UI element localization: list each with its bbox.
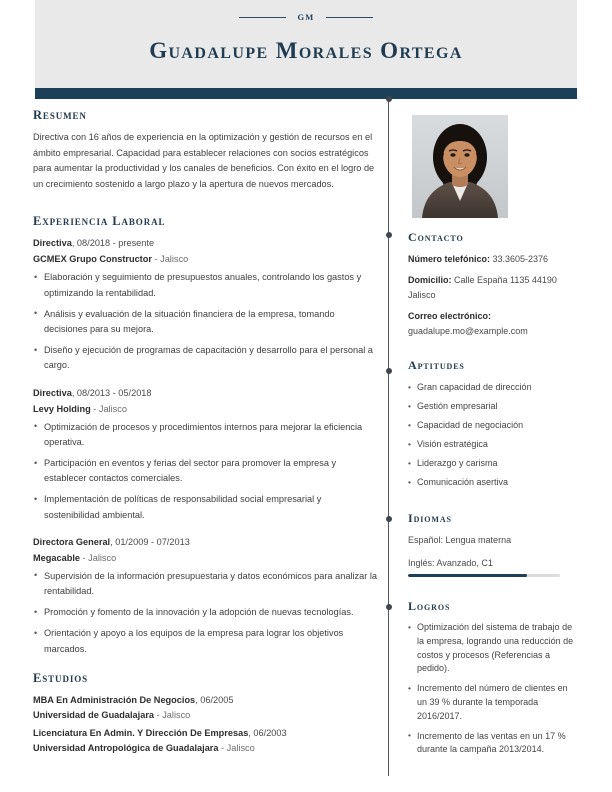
monogram-row bbox=[35, 12, 577, 22]
job-dates: , 01/2009 - 07/2013 bbox=[110, 536, 190, 547]
education-school-line bbox=[33, 741, 378, 757]
list-item: • Comunicación asertiva bbox=[408, 475, 576, 491]
education-entry bbox=[33, 693, 378, 724]
list-item: • Incremento del número de clientes en un 39 % durante la temporada 2016/2017. bbox=[408, 682, 576, 723]
contact-address-value: Calle España 1135 44190 Jalisco bbox=[408, 275, 557, 300]
job-company-line bbox=[33, 551, 378, 565]
job-company-line bbox=[33, 402, 378, 416]
language-item: Inglés: Avanzado, C1 bbox=[408, 558, 493, 569]
divider-dot bbox=[386, 604, 392, 610]
monogram-rule-right bbox=[326, 17, 373, 18]
skills-list bbox=[408, 380, 576, 491]
education-location: - Jalisco bbox=[218, 743, 255, 754]
job-role: Directora General bbox=[33, 536, 111, 547]
education-degree: Licenciatura En Admin. Y Dirección De Empresas bbox=[33, 727, 249, 738]
list-item: • Optimización de procesos y procedimientos internos para mejorar la eficiencia operativa. bbox=[33, 420, 378, 450]
list-item: • Análisis y evaluación de la situación financiera de la empresa, tomando decisiones para su mejora. bbox=[33, 307, 378, 337]
contact-email-label: Correo electrónico: bbox=[408, 311, 492, 322]
section-heading-estudios: Estudios bbox=[33, 670, 89, 685]
language-level-bar bbox=[408, 574, 560, 578]
list-item: • Promoción y fomento de la innovación y la adopción de nuevas tecnologías. bbox=[33, 605, 378, 620]
languages-section bbox=[408, 511, 576, 578]
list-item: • Incremento de las ventas en un 17 % durante la campaña 2013/2014. bbox=[408, 730, 576, 758]
job-bullets bbox=[33, 569, 378, 657]
language-level-fill bbox=[408, 574, 527, 578]
list-item: • Optimización del sistema de trabajo de la empresa, logrando una reducción de costos y procesos (Referencias a pedido). bbox=[408, 621, 576, 676]
contact-phone bbox=[408, 252, 576, 266]
monogram-rule-left bbox=[239, 17, 286, 18]
list-item: • Implementación de políticas de responsabilidad social empresarial y sostenibilidad ambiental. bbox=[33, 492, 378, 522]
education-school: Universidad de Guadalajara bbox=[33, 710, 155, 721]
contact-phone-value: 33.3605-2376 bbox=[490, 254, 549, 264]
list-item: • Gestión empresarial bbox=[408, 399, 576, 415]
monogram-initials: GM bbox=[297, 12, 315, 22]
header-accent-bar bbox=[35, 88, 577, 99]
experience-entry bbox=[33, 386, 378, 523]
divider-dot bbox=[386, 368, 392, 374]
list-item: • Orientación y apoyo a los equipos de la empresa para lograr los objetivos marcados. bbox=[33, 626, 378, 656]
education-date: , 06/2005 bbox=[195, 694, 234, 705]
job-dates: , 08/2013 - 05/2018 bbox=[71, 387, 152, 398]
job-title-line bbox=[33, 386, 378, 400]
job-bullets bbox=[33, 270, 378, 373]
divider-dot bbox=[386, 96, 392, 102]
job-company: Megacable bbox=[33, 552, 80, 563]
contact-section bbox=[408, 230, 576, 338]
right-column bbox=[408, 108, 576, 777]
list-item: • Visión estratégica bbox=[408, 437, 576, 453]
job-dates: , 08/2018 - presente bbox=[71, 238, 155, 249]
job-role: Directiva bbox=[33, 238, 72, 249]
job-company: Levy Holding bbox=[33, 403, 91, 414]
summary-text: Directiva con 16 años de experiencia en la optimización y gestión de recursos en el ámbito empresarial. Capacidad para establecer relaciones con socios estratégicos para aumentar la productividad y los canales de beneficios. Con éxito en el logro de un crecimiento sostenido a largo plazo y la apertura de nuevos mercados. bbox=[33, 132, 375, 189]
education-degree-line bbox=[33, 726, 378, 742]
section-heading-aptitudes: Aptitudes bbox=[408, 358, 465, 373]
contact-email-value: guadalupe.mo@example.com bbox=[408, 325, 528, 336]
achievements-list bbox=[408, 621, 576, 757]
list-item: • Supervisión de la información presupuestaria y datos económicos para analizar la rentabilidad. bbox=[33, 569, 378, 599]
skills-section bbox=[408, 358, 576, 491]
job-company: GCMEX Grupo Constructor bbox=[33, 254, 152, 265]
experience-entry bbox=[33, 535, 378, 657]
list-item: • Liderazgo y carisma bbox=[408, 456, 576, 472]
contact-address bbox=[408, 273, 576, 302]
job-location: - Jalisco bbox=[151, 254, 189, 265]
contact-phone-label: Número telefónico: bbox=[408, 254, 491, 264]
job-title-line bbox=[33, 236, 378, 250]
experience-entry bbox=[33, 236, 378, 373]
divider-dot bbox=[386, 516, 392, 522]
job-location: - Jalisco bbox=[90, 403, 127, 414]
column-divider bbox=[388, 96, 389, 776]
section-heading-idiomas: Idiomas bbox=[408, 510, 452, 525]
contact-email bbox=[408, 309, 576, 338]
job-role: Directiva bbox=[33, 387, 72, 398]
left-column bbox=[33, 108, 378, 759]
section-heading-resumen: Resumen bbox=[33, 108, 87, 122]
contact-address-label: Domicilio: bbox=[408, 275, 452, 286]
list-item: • Gran capacidad de dirección bbox=[408, 380, 576, 396]
section-heading-logros: Logros bbox=[408, 599, 451, 614]
list-item: • Participación en eventos y ferias del sector para promover la empresa y establecer contactos comerciales. bbox=[33, 456, 378, 486]
achievements-section bbox=[408, 599, 576, 757]
list-item: • Diseño y ejecución de programas de capacitación y desarrollo para el personal a cargo. bbox=[33, 343, 378, 373]
education-school-line bbox=[33, 708, 378, 724]
language-item: Español: Lengua materna bbox=[408, 534, 512, 545]
job-company-line bbox=[33, 252, 378, 266]
divider-dot bbox=[386, 232, 392, 238]
section-heading-contacto: Contacto bbox=[408, 230, 464, 244]
list-item: • Elaboración y seguimiento de presupuestos anuales, controlando los gastos y optimizando la rentabilidad. bbox=[33, 270, 378, 300]
job-bullets bbox=[33, 420, 378, 523]
education-school: Universidad Antropológica de Guadalajara bbox=[33, 743, 219, 754]
section-heading-experiencia: Experiencia Laboral bbox=[33, 214, 166, 229]
education-degree-line bbox=[33, 693, 378, 709]
education-degree: MBA En Administración De Negocios bbox=[33, 694, 196, 705]
education-entry bbox=[33, 726, 378, 757]
list-item: • Capacidad de negociación bbox=[408, 418, 576, 434]
education-location: - Jalisco bbox=[154, 710, 191, 721]
education-date: , 06/2003 bbox=[248, 727, 287, 738]
header-band bbox=[35, 0, 577, 88]
candidate-name: Guadalupe Morales Ortega bbox=[149, 38, 463, 63]
job-location: - Jalisco bbox=[79, 552, 117, 563]
job-title-line bbox=[33, 535, 378, 549]
